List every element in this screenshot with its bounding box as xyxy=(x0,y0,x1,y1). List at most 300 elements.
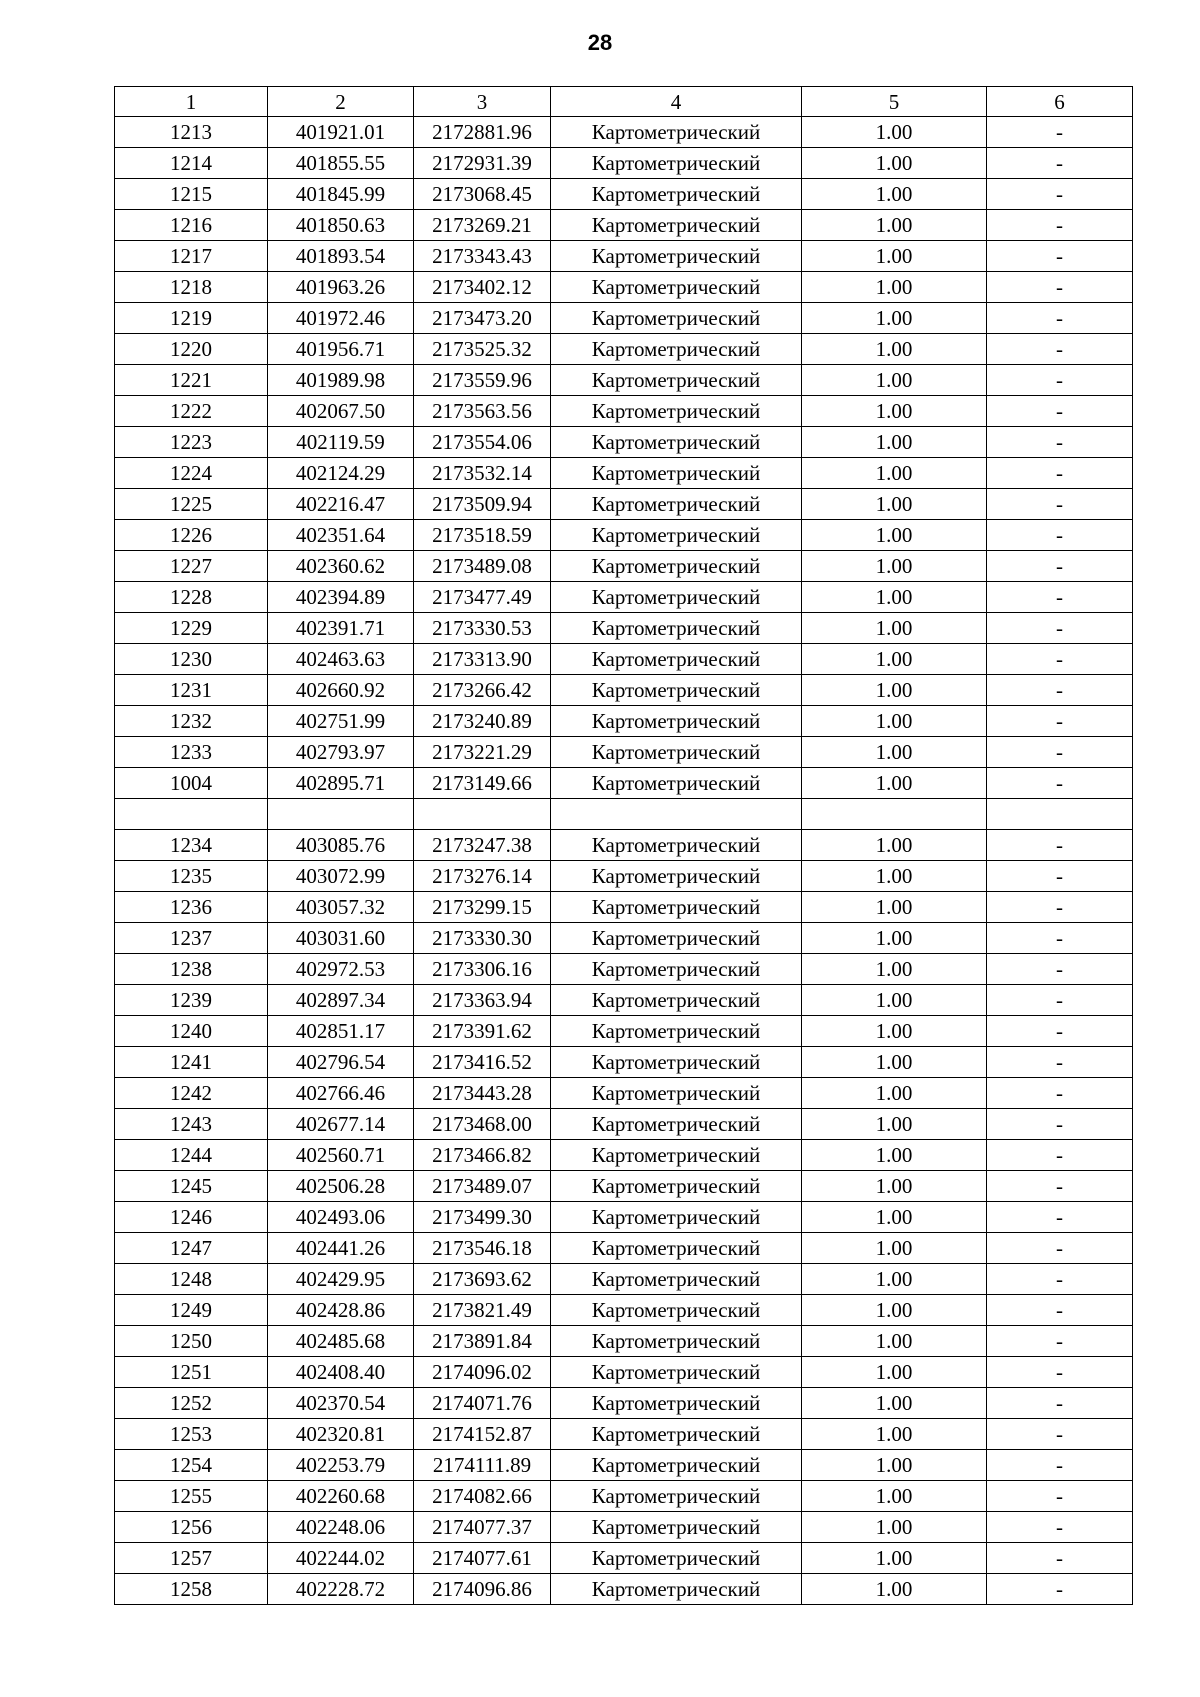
cell-method: Картометрический xyxy=(551,1450,802,1481)
column-header-6: 6 xyxy=(987,87,1133,117)
cell-accuracy: 1.00 xyxy=(802,520,987,551)
table-row xyxy=(115,706,1133,737)
cell-point-number: 1228 xyxy=(115,582,268,613)
table-row xyxy=(115,427,1133,458)
cell-y-coordinate: 2174077.61 xyxy=(414,1543,551,1574)
cell-method: Картометрический xyxy=(551,613,802,644)
cell-note: - xyxy=(987,272,1133,303)
cell-accuracy: 1.00 xyxy=(802,985,987,1016)
cell-note: - xyxy=(987,427,1133,458)
cell-method: Картометрический xyxy=(551,706,802,737)
cell-accuracy: 1.00 xyxy=(802,861,987,892)
cell-y-coordinate: 2173330.30 xyxy=(414,923,551,954)
cell-note: - xyxy=(987,458,1133,489)
cell-note: - xyxy=(987,303,1133,334)
cell-method: Картометрический xyxy=(551,1264,802,1295)
cell-y-coordinate: 2173563.56 xyxy=(414,396,551,427)
cell-accuracy: 1.00 xyxy=(802,1326,987,1357)
column-header-4: 4 xyxy=(551,87,802,117)
cell-method: Картометрический xyxy=(551,241,802,272)
cell-method: Картометрический xyxy=(551,1543,802,1574)
table-row xyxy=(115,1233,1133,1264)
cell-y-coordinate: 2173416.52 xyxy=(414,1047,551,1078)
cell-note: - xyxy=(987,1109,1133,1140)
cell-accuracy: 1.00 xyxy=(802,272,987,303)
cell-point-number xyxy=(115,799,268,830)
cell-x-coordinate: 402124.29 xyxy=(268,458,414,489)
cell-x-coordinate: 402391.71 xyxy=(268,613,414,644)
cell-note: - xyxy=(987,737,1133,768)
cell-method: Картометрический xyxy=(551,954,802,985)
cell-y-coordinate: 2173525.32 xyxy=(414,334,551,365)
cell-method: Картометрический xyxy=(551,1388,802,1419)
cell-y-coordinate: 2173299.15 xyxy=(414,892,551,923)
cell-method: Картометрический xyxy=(551,396,802,427)
cell-x-coordinate: 402428.86 xyxy=(268,1295,414,1326)
cell-x-coordinate: 402793.97 xyxy=(268,737,414,768)
table-row xyxy=(115,489,1133,520)
cell-note: - xyxy=(987,241,1133,272)
cell-note: - xyxy=(987,334,1133,365)
cell-accuracy: 1.00 xyxy=(802,117,987,148)
cell-y-coordinate: 2173473.20 xyxy=(414,303,551,334)
cell-method: Картометрический xyxy=(551,861,802,892)
cell-note: - xyxy=(987,861,1133,892)
cell-accuracy: 1.00 xyxy=(802,1078,987,1109)
table-row xyxy=(115,675,1133,706)
cell-accuracy: 1.00 xyxy=(802,644,987,675)
cell-point-number: 1215 xyxy=(115,179,268,210)
cell-y-coordinate: 2173266.42 xyxy=(414,675,551,706)
cell-accuracy xyxy=(802,799,987,830)
cell-point-number: 1240 xyxy=(115,1016,268,1047)
cell-method: Картометрический xyxy=(551,365,802,396)
cell-accuracy: 1.00 xyxy=(802,179,987,210)
column-header-5: 5 xyxy=(802,87,987,117)
cell-accuracy: 1.00 xyxy=(802,582,987,613)
cell-y-coordinate: 2173821.49 xyxy=(414,1295,551,1326)
table-row xyxy=(115,1326,1133,1357)
cell-note: - xyxy=(987,954,1133,985)
table-row xyxy=(115,1450,1133,1481)
cell-accuracy: 1.00 xyxy=(802,365,987,396)
table-row xyxy=(115,985,1133,1016)
cell-note: - xyxy=(987,1543,1133,1574)
cell-accuracy: 1.00 xyxy=(802,1512,987,1543)
cell-note: - xyxy=(987,1326,1133,1357)
cell-method: Картометрический xyxy=(551,1233,802,1264)
cell-point-number: 1249 xyxy=(115,1295,268,1326)
cell-x-coordinate: 402751.99 xyxy=(268,706,414,737)
cell-x-coordinate: 402972.53 xyxy=(268,954,414,985)
cell-point-number: 1245 xyxy=(115,1171,268,1202)
cell-note: - xyxy=(987,1140,1133,1171)
cell-accuracy: 1.00 xyxy=(802,396,987,427)
cell-accuracy: 1.00 xyxy=(802,427,987,458)
cell-method: Картометрический xyxy=(551,675,802,706)
cell-note: - xyxy=(987,1295,1133,1326)
cell-method: Картометрический xyxy=(551,489,802,520)
cell-accuracy: 1.00 xyxy=(802,1233,987,1264)
cell-y-coordinate: 2173343.43 xyxy=(414,241,551,272)
cell-x-coordinate: 402506.28 xyxy=(268,1171,414,1202)
table-row xyxy=(115,1109,1133,1140)
cell-point-number: 1246 xyxy=(115,1202,268,1233)
table-row xyxy=(115,582,1133,613)
table-row xyxy=(115,520,1133,551)
cell-y-coordinate xyxy=(414,799,551,830)
cell-accuracy: 1.00 xyxy=(802,892,987,923)
cell-accuracy: 1.00 xyxy=(802,1419,987,1450)
cell-point-number: 1223 xyxy=(115,427,268,458)
cell-note: - xyxy=(987,396,1133,427)
table-row xyxy=(115,768,1133,799)
cell-note: - xyxy=(987,1233,1133,1264)
cell-x-coordinate: 402441.26 xyxy=(268,1233,414,1264)
table-row xyxy=(115,458,1133,489)
cell-note: - xyxy=(987,582,1133,613)
cell-method: Картометрический xyxy=(551,427,802,458)
cell-note: - xyxy=(987,489,1133,520)
table-row xyxy=(115,303,1133,334)
cell-x-coordinate: 403072.99 xyxy=(268,861,414,892)
cell-y-coordinate: 2174071.76 xyxy=(414,1388,551,1419)
cell-y-coordinate: 2173518.59 xyxy=(414,520,551,551)
cell-point-number: 1237 xyxy=(115,923,268,954)
cell-note: - xyxy=(987,613,1133,644)
cell-note: - xyxy=(987,520,1133,551)
cell-point-number: 1222 xyxy=(115,396,268,427)
cell-method: Картометрический xyxy=(551,1047,802,1078)
cell-x-coordinate: 402766.46 xyxy=(268,1078,414,1109)
cell-accuracy: 1.00 xyxy=(802,1450,987,1481)
cell-note: - xyxy=(987,1171,1133,1202)
cell-point-number: 1225 xyxy=(115,489,268,520)
cell-y-coordinate: 2173559.96 xyxy=(414,365,551,396)
table-row xyxy=(115,1574,1133,1605)
cell-accuracy: 1.00 xyxy=(802,737,987,768)
cell-note: - xyxy=(987,675,1133,706)
cell-method: Картометрический xyxy=(551,551,802,582)
cell-x-coordinate: 402851.17 xyxy=(268,1016,414,1047)
cell-x-coordinate: 402429.95 xyxy=(268,1264,414,1295)
cell-y-coordinate: 2173489.08 xyxy=(414,551,551,582)
cell-x-coordinate: 402677.14 xyxy=(268,1109,414,1140)
cell-accuracy: 1.00 xyxy=(802,1016,987,1047)
cell-x-coordinate: 401855.55 xyxy=(268,148,414,179)
cell-note: - xyxy=(987,1264,1133,1295)
cell-x-coordinate: 402394.89 xyxy=(268,582,414,613)
cell-method: Картометрический xyxy=(551,520,802,551)
cell-method: Картометрический xyxy=(551,1016,802,1047)
cell-x-coordinate: 401989.98 xyxy=(268,365,414,396)
cell-note: - xyxy=(987,1202,1133,1233)
cell-point-number: 1258 xyxy=(115,1574,268,1605)
cell-x-coordinate: 401963.26 xyxy=(268,272,414,303)
table-row xyxy=(115,830,1133,861)
cell-y-coordinate: 2173330.53 xyxy=(414,613,551,644)
cell-y-coordinate: 2173468.00 xyxy=(414,1109,551,1140)
cell-note: - xyxy=(987,551,1133,582)
cell-x-coordinate: 402228.72 xyxy=(268,1574,414,1605)
table-row xyxy=(115,179,1133,210)
cell-x-coordinate: 401972.46 xyxy=(268,303,414,334)
cell-note: - xyxy=(987,1574,1133,1605)
cell-y-coordinate: 2173546.18 xyxy=(414,1233,551,1264)
table-row xyxy=(115,799,1133,830)
cell-point-number: 1218 xyxy=(115,272,268,303)
cell-method: Картометрический xyxy=(551,923,802,954)
cell-method: Картометрический xyxy=(551,1357,802,1388)
cell-method: Картометрический xyxy=(551,1574,802,1605)
cell-accuracy: 1.00 xyxy=(802,1109,987,1140)
table-row xyxy=(115,1543,1133,1574)
cell-note xyxy=(987,799,1133,830)
cell-point-number: 1238 xyxy=(115,954,268,985)
cell-note: - xyxy=(987,923,1133,954)
table-row xyxy=(115,1295,1133,1326)
cell-point-number: 1243 xyxy=(115,1109,268,1140)
cell-y-coordinate: 2173068.45 xyxy=(414,179,551,210)
cell-point-number: 1250 xyxy=(115,1326,268,1357)
table-row xyxy=(115,1140,1133,1171)
cell-method: Картометрический xyxy=(551,737,802,768)
cell-y-coordinate: 2173499.30 xyxy=(414,1202,551,1233)
cell-point-number: 1232 xyxy=(115,706,268,737)
cell-accuracy: 1.00 xyxy=(802,1202,987,1233)
cell-note: - xyxy=(987,179,1133,210)
table-row xyxy=(115,334,1133,365)
cell-note: - xyxy=(987,1512,1133,1543)
cell-point-number: 1248 xyxy=(115,1264,268,1295)
cell-accuracy: 1.00 xyxy=(802,1543,987,1574)
cell-x-coordinate: 402897.34 xyxy=(268,985,414,1016)
cell-method: Картометрический xyxy=(551,272,802,303)
table-row xyxy=(115,892,1133,923)
column-header-3: 3 xyxy=(414,87,551,117)
cell-y-coordinate: 2174096.86 xyxy=(414,1574,551,1605)
cell-accuracy: 1.00 xyxy=(802,1171,987,1202)
cell-accuracy: 1.00 xyxy=(802,1574,987,1605)
cell-accuracy: 1.00 xyxy=(802,303,987,334)
cell-accuracy: 1.00 xyxy=(802,1295,987,1326)
cell-y-coordinate: 2173693.62 xyxy=(414,1264,551,1295)
cell-x-coordinate: 402119.59 xyxy=(268,427,414,458)
cell-accuracy: 1.00 xyxy=(802,489,987,520)
cell-method: Картометрический xyxy=(551,1326,802,1357)
cell-y-coordinate: 2173149.66 xyxy=(414,768,551,799)
cell-x-coordinate: 402216.47 xyxy=(268,489,414,520)
table-row xyxy=(115,613,1133,644)
table-row xyxy=(115,148,1133,179)
cell-note: - xyxy=(987,768,1133,799)
cell-method: Картометрический xyxy=(551,1140,802,1171)
cell-y-coordinate: 2173247.38 xyxy=(414,830,551,861)
cell-x-coordinate: 402351.64 xyxy=(268,520,414,551)
cell-point-number: 1220 xyxy=(115,334,268,365)
cell-note: - xyxy=(987,892,1133,923)
cell-y-coordinate: 2173477.49 xyxy=(414,582,551,613)
cell-x-coordinate: 402360.62 xyxy=(268,551,414,582)
cell-method: Картометрический xyxy=(551,210,802,241)
cell-method: Картометрический xyxy=(551,1202,802,1233)
coordinates-table xyxy=(114,86,1133,1605)
cell-method: Картометрический xyxy=(551,334,802,365)
cell-point-number: 1216 xyxy=(115,210,268,241)
cell-note: - xyxy=(987,1047,1133,1078)
cell-y-coordinate: 2173391.62 xyxy=(414,1016,551,1047)
cell-x-coordinate: 402067.50 xyxy=(268,396,414,427)
cell-x-coordinate: 402485.68 xyxy=(268,1326,414,1357)
cell-accuracy: 1.00 xyxy=(802,551,987,582)
cell-method: Картометрический xyxy=(551,892,802,923)
table-row xyxy=(115,396,1133,427)
cell-x-coordinate: 402895.71 xyxy=(268,768,414,799)
table-row xyxy=(115,1016,1133,1047)
cell-accuracy: 1.00 xyxy=(802,675,987,706)
cell-point-number: 1255 xyxy=(115,1481,268,1512)
table-body xyxy=(115,117,1133,1605)
cell-point-number: 1224 xyxy=(115,458,268,489)
cell-point-number: 1227 xyxy=(115,551,268,582)
cell-y-coordinate: 2174082.66 xyxy=(414,1481,551,1512)
table-row xyxy=(115,1171,1133,1202)
cell-method: Картометрический xyxy=(551,117,802,148)
cell-note: - xyxy=(987,1419,1133,1450)
cell-x-coordinate xyxy=(268,799,414,830)
cell-point-number: 1004 xyxy=(115,768,268,799)
cell-method: Картометрический xyxy=(551,1481,802,1512)
table-row xyxy=(115,861,1133,892)
cell-point-number: 1221 xyxy=(115,365,268,396)
table-row xyxy=(115,117,1133,148)
cell-point-number: 1253 xyxy=(115,1419,268,1450)
cell-accuracy: 1.00 xyxy=(802,954,987,985)
cell-x-coordinate: 403085.76 xyxy=(268,830,414,861)
cell-accuracy: 1.00 xyxy=(802,1140,987,1171)
cell-note: - xyxy=(987,830,1133,861)
cell-method: Картометрический xyxy=(551,458,802,489)
cell-x-coordinate: 401921.01 xyxy=(268,117,414,148)
cell-accuracy: 1.00 xyxy=(802,241,987,272)
cell-x-coordinate: 403057.32 xyxy=(268,892,414,923)
cell-method: Картометрический xyxy=(551,303,802,334)
cell-note: - xyxy=(987,985,1133,1016)
cell-point-number: 1252 xyxy=(115,1388,268,1419)
cell-method: Картометрический xyxy=(551,179,802,210)
table-row xyxy=(115,1202,1133,1233)
cell-x-coordinate: 402253.79 xyxy=(268,1450,414,1481)
table-row xyxy=(115,365,1133,396)
table-row xyxy=(115,1047,1133,1078)
cell-point-number: 1241 xyxy=(115,1047,268,1078)
cell-point-number: 1247 xyxy=(115,1233,268,1264)
table-row xyxy=(115,241,1133,272)
cell-y-coordinate: 2173306.16 xyxy=(414,954,551,985)
cell-note: - xyxy=(987,1016,1133,1047)
cell-x-coordinate: 402660.92 xyxy=(268,675,414,706)
cell-accuracy: 1.00 xyxy=(802,830,987,861)
cell-method: Картометрический xyxy=(551,582,802,613)
page-number: 28 xyxy=(587,30,613,55)
cell-y-coordinate: 2174111.89 xyxy=(414,1450,551,1481)
cell-y-coordinate: 2173489.07 xyxy=(414,1171,551,1202)
cell-x-coordinate: 401850.63 xyxy=(268,210,414,241)
cell-y-coordinate: 2173554.06 xyxy=(414,427,551,458)
cell-x-coordinate: 402260.68 xyxy=(268,1481,414,1512)
cell-point-number: 1234 xyxy=(115,830,268,861)
cell-method: Картометрический xyxy=(551,644,802,675)
cell-method: Картометрический xyxy=(551,768,802,799)
cell-note: - xyxy=(987,117,1133,148)
table-row xyxy=(115,644,1133,675)
cell-x-coordinate: 403031.60 xyxy=(268,923,414,954)
cell-point-number: 1239 xyxy=(115,985,268,1016)
cell-method: Картометрический xyxy=(551,1419,802,1450)
cell-point-number: 1242 xyxy=(115,1078,268,1109)
table-row xyxy=(115,1078,1133,1109)
table-header xyxy=(115,87,1133,117)
cell-point-number: 1226 xyxy=(115,520,268,551)
table-row xyxy=(115,954,1133,985)
cell-point-number: 1233 xyxy=(115,737,268,768)
column-header-1: 1 xyxy=(115,87,268,117)
cell-point-number: 1235 xyxy=(115,861,268,892)
header-row xyxy=(115,87,1133,117)
cell-note: - xyxy=(987,210,1133,241)
cell-y-coordinate: 2172881.96 xyxy=(414,117,551,148)
cell-x-coordinate: 401956.71 xyxy=(268,334,414,365)
cell-x-coordinate: 402560.71 xyxy=(268,1140,414,1171)
cell-y-coordinate: 2174096.02 xyxy=(414,1357,551,1388)
cell-accuracy: 1.00 xyxy=(802,210,987,241)
cell-y-coordinate: 2173313.90 xyxy=(414,644,551,675)
cell-accuracy: 1.00 xyxy=(802,148,987,179)
cell-note: - xyxy=(987,1078,1133,1109)
table-row xyxy=(115,272,1133,303)
cell-point-number: 1213 xyxy=(115,117,268,148)
cell-point-number: 1229 xyxy=(115,613,268,644)
cell-point-number: 1230 xyxy=(115,644,268,675)
cell-accuracy: 1.00 xyxy=(802,334,987,365)
cell-method: Картометрический xyxy=(551,830,802,861)
cell-accuracy: 1.00 xyxy=(802,768,987,799)
cell-point-number: 1257 xyxy=(115,1543,268,1574)
cell-x-coordinate: 402244.02 xyxy=(268,1543,414,1574)
cell-point-number: 1219 xyxy=(115,303,268,334)
cell-x-coordinate: 402248.06 xyxy=(268,1512,414,1543)
cell-note: - xyxy=(987,148,1133,179)
cell-accuracy: 1.00 xyxy=(802,1481,987,1512)
cell-y-coordinate: 2173276.14 xyxy=(414,861,551,892)
cell-accuracy: 1.00 xyxy=(802,613,987,644)
cell-point-number: 1244 xyxy=(115,1140,268,1171)
cell-y-coordinate: 2173466.82 xyxy=(414,1140,551,1171)
cell-y-coordinate: 2173363.94 xyxy=(414,985,551,1016)
cell-note: - xyxy=(987,365,1133,396)
table-row xyxy=(115,1388,1133,1419)
table-row xyxy=(115,1419,1133,1450)
cell-method: Картометрический xyxy=(551,1109,802,1140)
cell-y-coordinate: 2173221.29 xyxy=(414,737,551,768)
cell-x-coordinate: 402493.06 xyxy=(268,1202,414,1233)
cell-note: - xyxy=(987,644,1133,675)
cell-method xyxy=(551,799,802,830)
cell-method: Картометрический xyxy=(551,1512,802,1543)
cell-method: Картометрический xyxy=(551,1078,802,1109)
cell-x-coordinate: 402370.54 xyxy=(268,1388,414,1419)
cell-method: Картометрический xyxy=(551,1171,802,1202)
